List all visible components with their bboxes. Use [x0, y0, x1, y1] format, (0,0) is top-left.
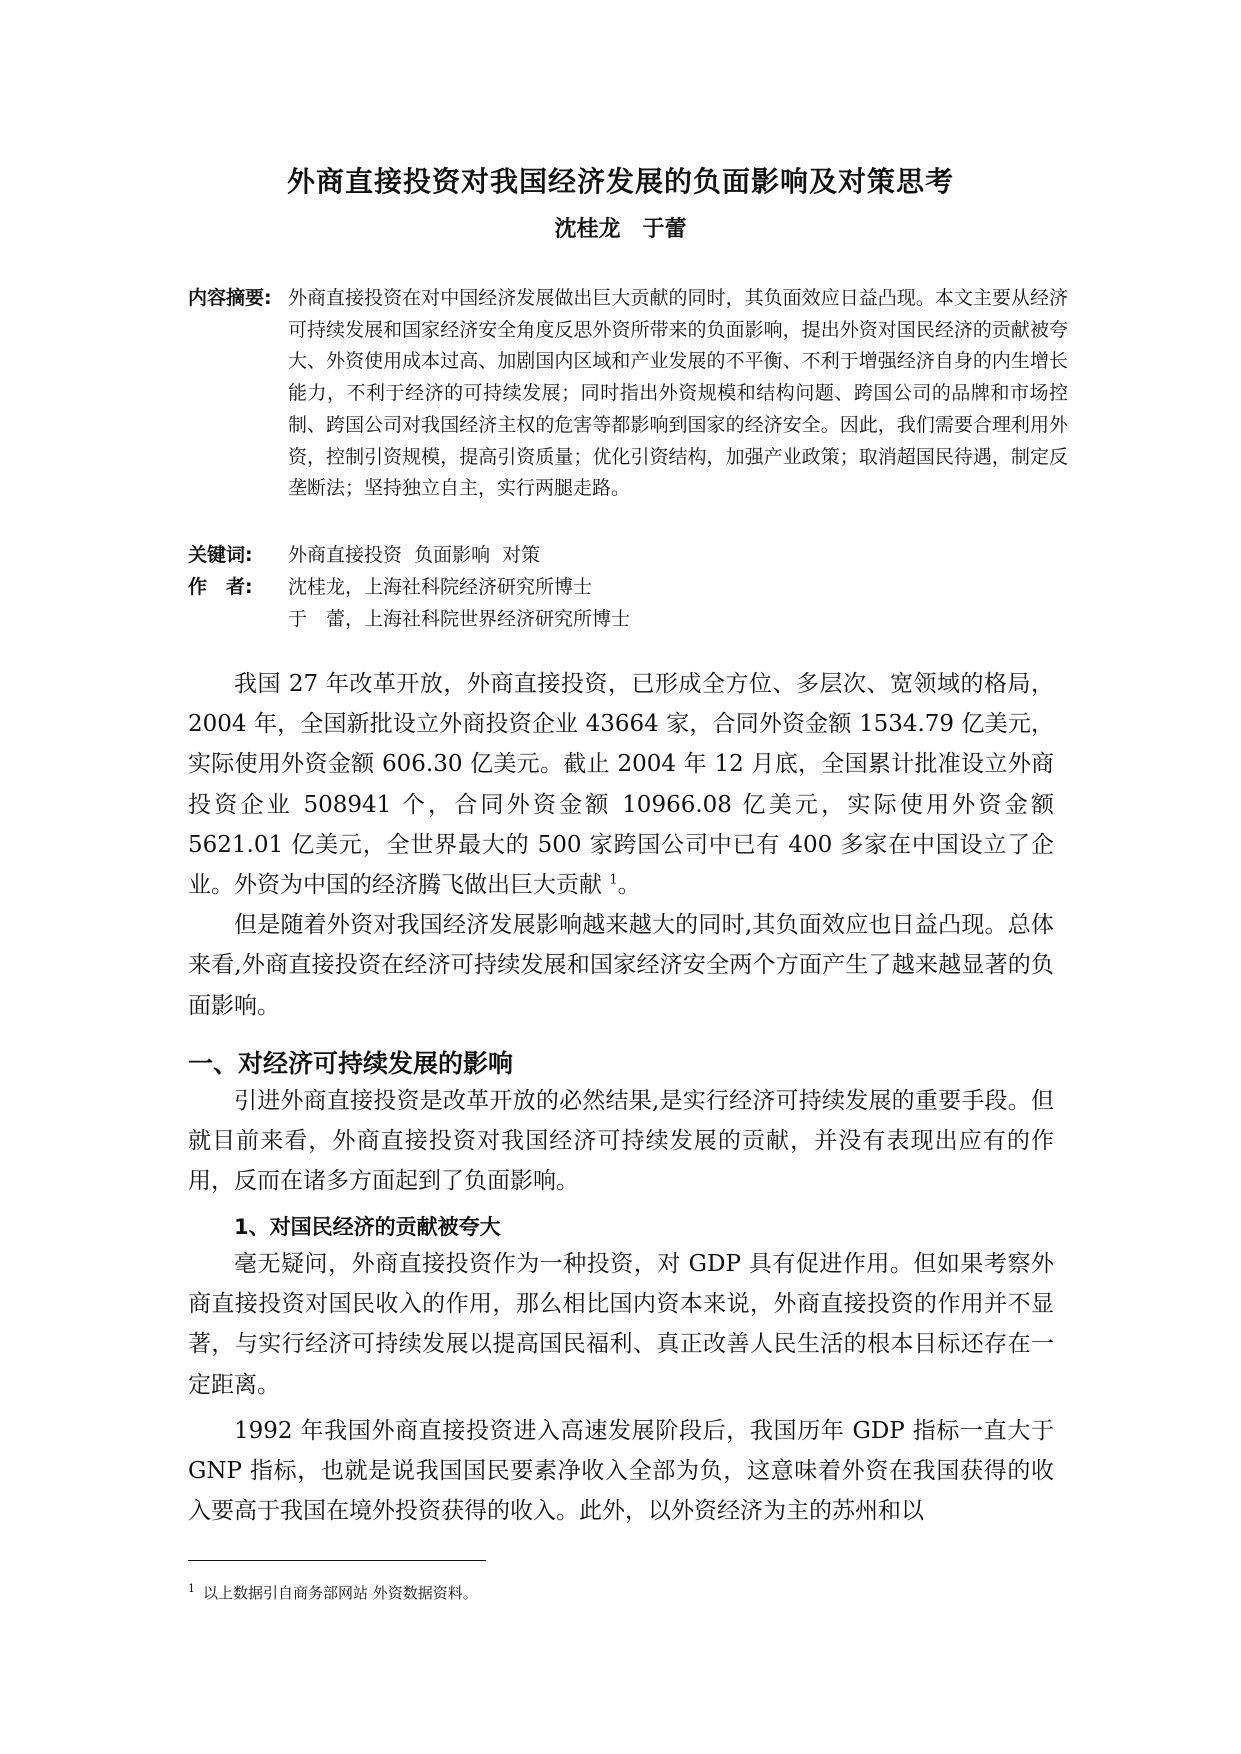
keywords-label: 关键词:: [188, 544, 253, 566]
section-1-paragraph-1: 引进外商直接投资是改革开放的必然结果,是实行经济可持续发展的重要手段。但就目前来看，外商直接投资对我国经济可持续发展的贡献，并没有表现出应有的作用，反而在诸多方面起到了负面影响。: [188, 1088, 1054, 1195]
author-info-line-1: 沈桂龙，上海社科院经济研究所博士: [288, 576, 593, 598]
footnote-divider: [188, 1560, 486, 1561]
abstract-block: [188, 283, 1068, 505]
intro-paragraph-1-text: 我国 27 年改革开放，外商直接投资，已形成全方位、多层次、宽领域的格局，2004 年，全国新批设立外商投资企业 43664 家，合同外资金额 1534.79 亿美元，实际使用外资金额 606.30 亿美元。截止 2004 年 12 月底，全国累计批准设立外商投资企业 508941 个，合同外资金额 10966.08 亿美元，实际使用外资金额 5621.01 亿美元，全世界最大的 500 家跨国公司中已有 400 多家在中国设立了企业。外资为中国的经济腾飞做出巨大贡献: [188, 671, 1054, 899]
subsection-heading-1: 1、对国民经济的贡献被夸大: [234, 1215, 501, 1239]
paper-authors: 沈桂龙 于蕾: [554, 217, 687, 242]
intro-paragraph-1: [188, 664, 1054, 905]
keywords-text: 外商直接投资 负面影响 对策: [288, 544, 541, 566]
keywords-block: [188, 540, 1068, 572]
section-heading-1: 一、对经济可持续发展的影响: [188, 1049, 514, 1078]
subsection-1-body: [188, 1244, 1054, 1531]
abstract-label: 内容摘要:: [188, 287, 272, 309]
intro-paragraph-1-end: 。: [617, 872, 641, 899]
author-info-block: [188, 572, 1068, 635]
author-info-line-2: 于 蕾，上海社科院世界经济研究所博士: [288, 607, 631, 630]
intro-section: [188, 664, 1054, 1026]
section-1-body: [188, 1081, 1054, 1202]
footnote-mark: 1: [188, 1582, 195, 1595]
footnote: [188, 1577, 478, 1605]
footnote-text: 以上数据引自商务部网站 外资数据资料。: [203, 1584, 478, 1602]
footnote-ref[interactable]: 1: [609, 872, 618, 888]
intro-paragraph-2: 但是随着外资对我国经济发展影响越来越大的同时,其负面效应也日益凸现。总体来看,外商直接投资在经济可持续发展和国家经济安全两个方面产生了越来越显著的负面影响。: [188, 912, 1054, 1019]
author-info-label: 作 者:: [188, 576, 253, 598]
abstract-text: 外商直接投资在对中国经济发展做出巨大贡献的同时，其负面效应日益凸现。本文主要从经济可持续发展和国家经济安全角度反思外资所带来的负面影响，提出外资对国民经济的贡献被夸大、外资使用成本过高、加剧国内区域和产业发展的不平衡、不利于增强经济自身的内生增长能力，不利于经济的可持续发展；同时指出外资规模和结构问题、跨国公司的品牌和市场控制、跨国公司对我国经济主权的危害等都影响到国家的经济安全。因此，我们需要合理利用外资，控制引资规模，提高引资质量；优化引资结构，加强产业政策；取消超国民待遇，制定反垄断法；坚持独立自主，实行两腿走路。: [288, 287, 1068, 500]
subsection-1-paragraph-2: 1992 年我国外商直接投资进入高速发展阶段后，我国历年 GDP 指标一直大于 GNP 指标，也就是说我国国民要素净收入全部为负，这意味着外资在我国获得的收入要高于我国在境外投资获得的收入。此外，以外资经济为主的苏州和以: [188, 1417, 1054, 1525]
subsection-1-paragraph-1: 毫无疑问，外商直接投资作为一种投资，对 GDP 具有促进作用。但如果考察外商直接投资对国民收入的作用，那么相比国内资本来说，外商直接投资的作用并不显著，与实行经济可持续发展以提高国民福利、真正改善人民生活的根本目标还存在一定距离。: [188, 1251, 1054, 1398]
paper-title: 外商直接投资对我国经济发展的负面影响及对策思考: [286, 165, 954, 198]
